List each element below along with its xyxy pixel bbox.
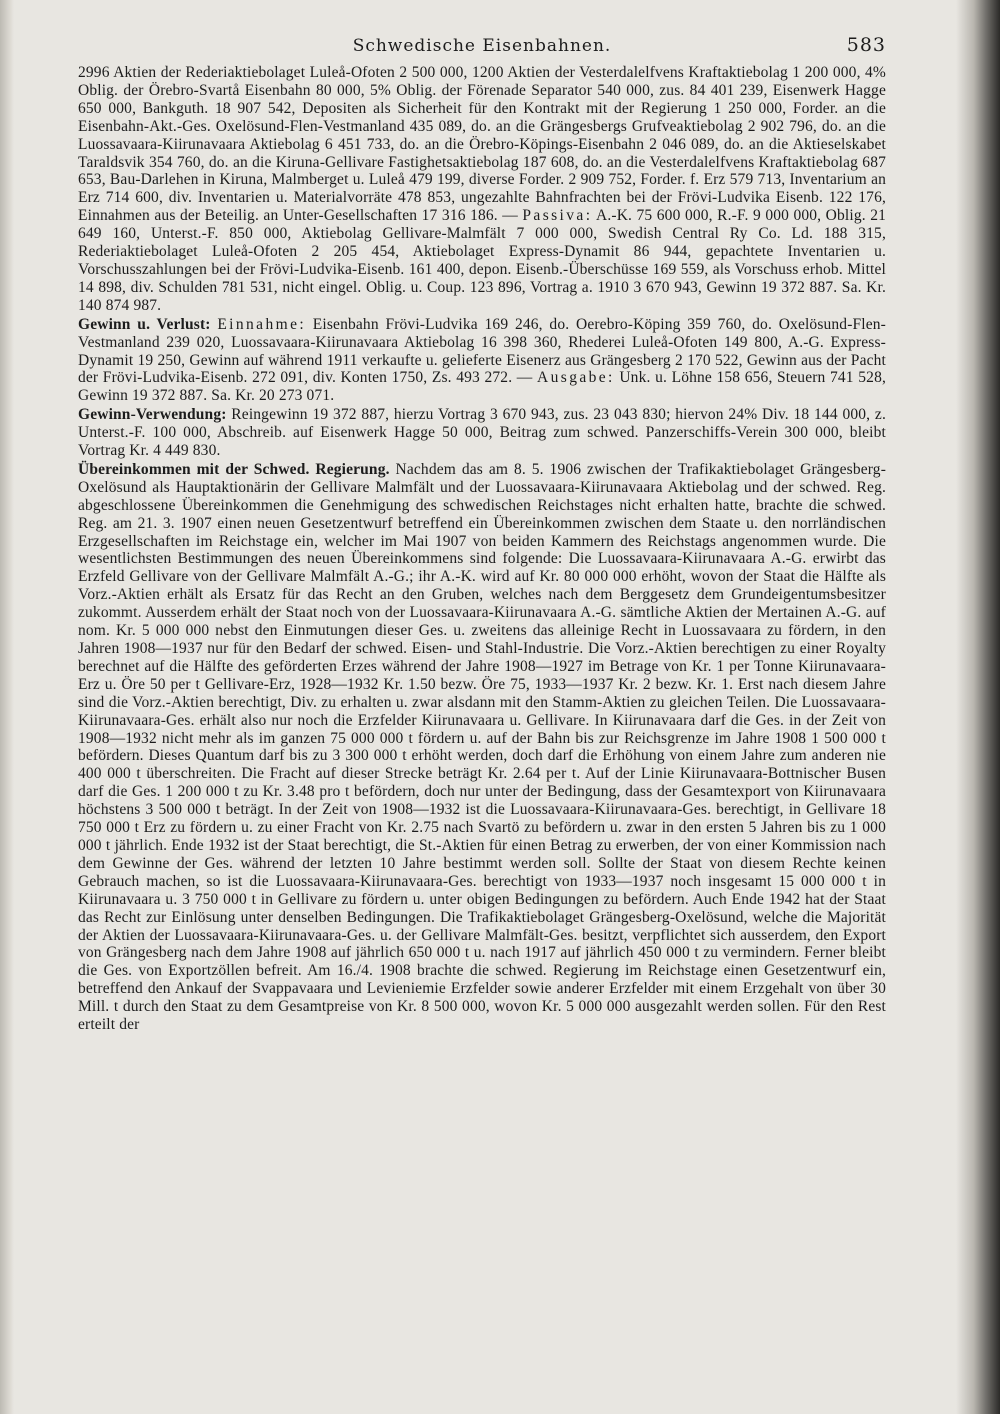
agreement-paragraph [78, 461, 886, 1034]
profit-use-paragraph [78, 406, 886, 460]
page-body [78, 64, 886, 1034]
scan-edge-right [956, 0, 1000, 1414]
income-label: Einnahme: [217, 315, 307, 333]
passiva-label: Passiva: [522, 207, 593, 225]
running-title: Schwedische Eisenbahnen. [352, 36, 612, 56]
profit-loss-paragraph [78, 316, 886, 406]
document-page [78, 30, 886, 1380]
aktiva-text: 2996 Aktien der Rederiaktiebolaget Luleå-Ofoten 2 500 000, 1200 Aktien der Vesterdalelfvens Kraftaktiebolag 1 200 000, 4% Oblig. der Örebro-Svartå Eisenbahn 80 000, 5% Oblig. der Förenade Separator 540 000, zus. 84 401 239, Eisenwerk Hagge 650 000, Bankguth. 18 907 542, Depositen als Sicherheit für den Kontrakt mit der Regierung 1 250 000, Forder. an die Eisenbahn-Akt.-Ges. Oxelösund-Flen-Vestmanland 435 089, do. an die Grängesbergs Grufveaktiebolag 2 902 796, do. an die Luossavaara-Kiirunavaara Aktiebolag 6 451 733, do. an die Örebro-Köpings-Eisenbahn 2 046 089, do. an die Aktieselskabet Taraldsvik 354 760, do. an die Kiruna-Gellivare Fastighetsaktiebolag 187 608, do. an die Vesterdalelfvens Kraftaktiebolag 687 653, Bau-Darlehen in Kiruna, Malmberget u. Luleå 479 199, diverse Forder. 2 909 752, Forder. f. Erz 579 713, Inventarium an Erz 714 600, div. Inventarien u. Materialvorräte 478 853, ungezahlte Bahnfrachten bei der Frövi-Ludvika Eisenb. 122 176, Einnahmen aus der Beteilig. an Unter-Gesellschaften 17 316 186. — [78, 64, 886, 225]
agreement-heading: Übereinkommen mit der Schwed. Regierung. [78, 460, 390, 478]
income-text: Eisenbahn Frövi-Ludvika 169 246, do. Oerebro-Köping 359 760, do. Oxelösund-Flen-Vestmanland 239 020, Luossavaara-Kiirunavaara Aktiebolag 16 398 360, Rhederei Luleå-Ofoten 149 800, A.-G. Express-Dynamit 19 250, Gewinn auf während 1911 verkaufte u. gelieferte Eisenerz aus Grängesberg 2 170 522, Gewinn aus der Pacht der Frövi-Ludvika-Eisenb. 272 091, div. Konten 1750, Zs. 493 272. — [78, 315, 886, 387]
profit-use-text: Reingewinn 19 372 887, hierzu Vortrag 3 670 943, zus. 23 043 830; hiervon 24% Div. 18 144 000, z. Unterst.-F. 100 000, Abschreib. auf Eisenwerk Hagge 50 000, Beitrag zum schwed. Panzerschiffs-Verein 300 000, bleibt Vortrag Kr. 4 449 830. [78, 406, 886, 460]
expense-label: Ausgabe: [537, 369, 615, 387]
passiva-text: A.-K. 75 600 000, R.-F. 9 000 000, Oblig. 21 649 160, Unterst.-F. 850 000, Aktiebolag Gellivare-Malmfält 7 000 000, Swedish Central Ry Co. Ld. 188 315, Rederiaktiebolaget Luleå-Ofoten 2 205 454, Aktiebolaget Express-Dynamit 86 944, gepachtete Inventarien u. Vorschusszahlungen bei der Frövi-Ludvika-Eisenb. 161 400, depon. Eisenb.-Überschüsse 169 559, als Vorschuss erhob. Mittel 14 898, div. Schulden 781 531, nicht eingel. Oblig. u. Coup. 123 896, Vortrag a. 1910 3 670 943, Gewinn 19 372 887. Sa. Kr. 140 874 987. [78, 207, 887, 314]
expense-text: Unk. u. Löhne 158 656, Steuern 741 528, Gewinn 19 372 887. Sa. Kr. 20 273 071. [78, 369, 886, 405]
profit-use-heading: Gewinn-Verwendung: [78, 406, 227, 424]
page-header [78, 30, 886, 64]
profit-loss-heading: Gewinn u. Verlust: [78, 315, 211, 333]
agreement-text: Nachdem das am 8. 5. 1906 zwischen der Trafikaktiebolaget Grängesberg-Oxelösund als Hauptaktionärin der Gellivare Malmfält und der Luossavaara-Kiirunavaara Aktiebolag und der schwed. Reg. abgeschlossene Übereinkommen die Genehmigung des schwedischen Reichstages nicht erhalten hatte, brachte die schwed. Reg. am 21. 3. 1907 einen neuen Gesetzentwurf betreffend ein Übereinkommen zwischen dem Staate u. den norrländischen Erzgesellschaften im Reichstage ein, welcher im Mai 1907 von beiden Kammern des Reichstags angenommen wurde. Die wesentlichsten Bestimmungen des neuen Übereinkommens sind folgende: Die Luossavaara-Kiirunavaara A.-G. erwirbt das Erzfeld Gellivare von der Gellivare Malmfält A.-G.; ihr A.-K. wird auf Kr. 80 000 000 erhöht, wovon der Staat die Hälfte als Vorz.-Aktien erhält als Ersatz für das Recht an den Gruben, welches nach dem Berggesetz dem Grundeigentumsbesitzer zukommt. Ausserdem erhält der Staat noch von der Luossavaara-Kiirunavaara A.-G. sämtliche Aktien der Mertainen A.-G. auf nom. Kr. 5 000 000 nebst den Einmutungen dieser Ges. u. zweitens das alleinige Recht in Luossavaara zu fördern, in den Jahren 1908—1937 nur für den Bedarf der schwed. Eisen- und Stahl-Industrie. Die Vorz.-Aktien berechtigen zu einer Royalty berechnet auf die Hälfte des geförderten Erzes während der Jahre 1908—1927 im Betrage von Kr. 1 per Tonne Kiirunavaara-Erz u. Öre 50 per t Gellivare-Erz, 1928—1932 Kr. 1.50 bezw. Öre 75, 1933—1937 Kr. 2 bezw. Kr. 1. Erst nach diesem Jahre sind die Vorz.-Aktien berechtigt, Div. zu erhalten u. zwar alsdann mit den Stamm-Aktien zu gleichen Teilen. Die Luossavaara-Kiirunavaara-Ges. erhält also nur noch die Erzfelder Kiirunavaara u. Gellivare. In Kiirunavaara darf die Ges. in der Zeit von 1908—1932 nicht mehr als im ganzen 75 000 000 t fördern u. auf der Bahn bis zur Reichsgrenze im Jahre 1908 1 500 000 t befördern. Dieses Quantum darf bis zu 3 300 000 t erhöht werden, doch darf die Erhöhung von einem Jahre zum anderen nie 400 000 t überschreiten. Die Fracht auf dieser Strecke beträgt Kr. 2.64 per t. Auf der Linie Kiirunavaara-Bottnischer Busen darf die Ges. 1 200 000 t zu Kr. 3.48 pro t befördern, doch nur unter der Bedingung, dass der Gesamtexport von Kiirunavaara höchstens 3 500 000 t beträgt. In der Zeit von 1908—1932 ist die Luossavaara-Kiirunavaara-Ges. berechtigt, in Gellivare 18 750 000 t Erz zu fördern u. zu einer Fracht von Kr. 2.75 nach Svartö zu befördern u. zwar in den ersten 5 Jahren bis zu 1 000 000 t jährlich. Ende 1932 ist der Staat berechtigt, die St.-Aktien für einen Betrag zu erwerben, der von einer Kommission nach dem Gewinne der Ges. während der letzten 10 Jahre bestimmt werden soll. Sollte der Staat von diesem Rechte keinen Gebrauch machen, so ist die Luossavaara-Kiirunavaara-Ges. berechtigt von 1933—1937 noch insgesamt 15 000 000 t in Kiirunavaara u. 3 750 000 t in Gellivare zu fördern u. unter obigen Bedingungen zu befördern. Auch Ende 1942 hat der Staat das Recht zur Einlösung unter denselben Bedingungen. Die Trafikaktiebolaget Grängesberg-Oxelösund, welche die Majorität der Aktien der Luossavaara-Kiirunavaara-Ges. u. der Gellivare Malmfält-Ges. besitzt, verpflichtet sich ausserdem, den Export von Grängesberg nach dem Jahre 1908 auf jährlich 650 000 t u. nach 1917 auf jährlich 450 000 t zu vermindern. Ferner bleibt die Ges. von Exportzöllen befreit. Am 16./4. 1908 brachte die schwed. Regierung im Reichstage einen Gesetzentwurf ein, betreffend den Ankauf der Svappavaara und Levieniemie Erzfelder sowie anderer Erzfelder mit einem Erzgehalt von über 30 Mill. t durch den Staat zu dem Gesamtpreise von Kr. 8 500 000, wovon Kr. 5 000 000 ausgezahlt werden sollen. Für den Rest erteilt der [78, 460, 887, 1034]
scan-edge-left [0, 0, 14, 1414]
page-number: 583 [846, 34, 886, 56]
balance-paragraph [78, 64, 886, 315]
